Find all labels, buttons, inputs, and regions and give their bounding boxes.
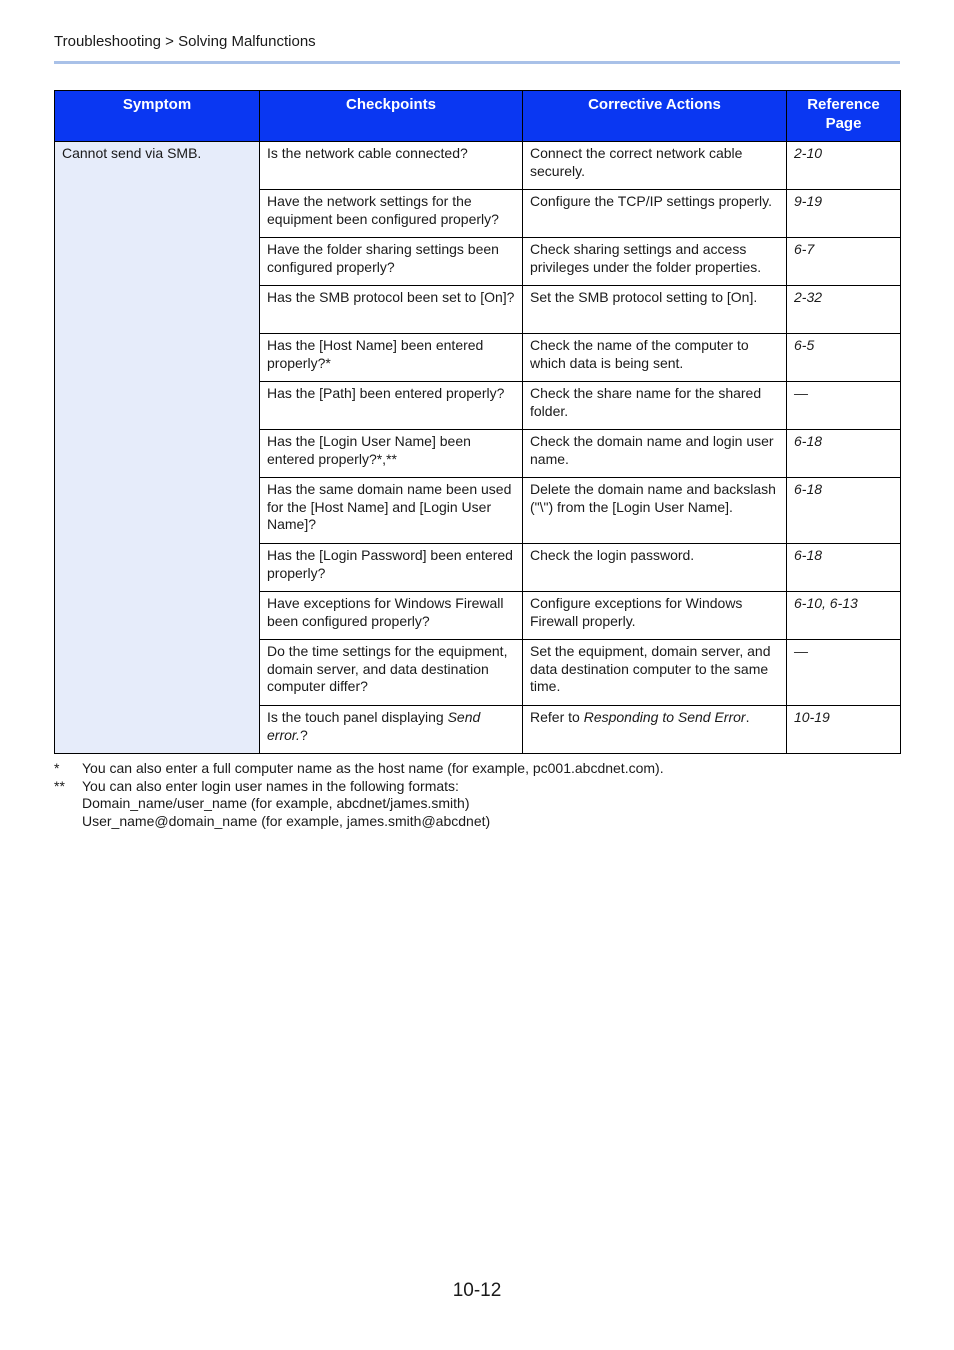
action-cell: Check the login password. [523,544,787,592]
footnote-format-2: User_name@domain_name (for example, james.smith@abcdnet) [82,812,491,829]
action-cell: Check the share name for the shared folder. [523,382,787,430]
action-cell: Set the SMB protocol setting to [On]. [523,286,787,334]
header-checkpoints: Checkpoints [260,91,523,142]
action-cell: Check sharing settings and access privileges under the folder properties. [523,238,787,286]
footnote-text: You can also enter login user names in the following formats: [82,777,459,794]
reference-cell: 9-19 [787,190,901,238]
checkpoint-cell: Has the [Login User Name] been entered properly?*,** [260,430,523,478]
reference-cell: 10-19 [787,706,901,754]
responding-to-send-error-link[interactable]: Responding to Send Error [583,709,746,725]
table-header-row [55,91,901,142]
checkpoint-cell: Do the time settings for the equipment, domain server, and data destination computer differ? [260,640,523,706]
malfunction-table [54,90,901,754]
checkpoint-cell: Has the [Path] been entered properly? [260,382,523,430]
action-cell: Check the name of the computer to which data is being sent. [523,334,787,382]
reference-cell: 2-32 [787,286,901,334]
checkpoint-cell: Has the SMB protocol been set to [On]? [260,286,523,334]
checkpoint-cell: Have the network settings for the equipment been configured properly? [260,190,523,238]
table-row [55,142,901,190]
action-cell: Check the domain name and login user name. [523,430,787,478]
reference-cell: 6-5 [787,334,901,382]
action-cell: Configure exceptions for Windows Firewall properly. [523,592,787,640]
footnote-mark: * [54,760,60,776]
checkpoint-cell: Is the touch panel displaying Send error.? [260,706,523,754]
symptom-cell: Cannot send via SMB. [55,142,260,754]
action-cell: Refer to Responding to Send Error. [523,706,787,754]
reference-cell: 2-10 [787,142,901,190]
reference-cell: 6-10, 6-13 [787,592,901,640]
page-number: 10-12 [452,1280,502,1301]
footnote-1 [54,760,904,778]
checkpoint-cell: Has the [Host Name] been entered properly?* [260,334,523,382]
reference-cell: 6-18 [787,430,901,478]
reference-cell: 6-18 [787,544,901,592]
checkpoint-cell: Have exceptions for Windows Firewall been configured properly? [260,592,523,640]
checkpoint-cell: Is the network cable connected? [260,142,523,190]
footnote-text: You can also enter a full computer name as the host name (for example, pc001.abcdnet.com). [82,760,664,776]
footnote-mark: ** [54,777,65,794]
header-divider [54,61,900,64]
footnote-2 [54,778,904,796]
header-symptom: Symptom [55,91,260,142]
breadcrumb: Troubleshooting > Solving Malfunctions [54,33,316,50]
action-cell: Set the equipment, domain server, and data destination computer to the same time. [523,640,787,706]
footnotes [54,760,904,830]
send-error-label: Send error. [267,709,481,743]
header-reference-page: Reference Page [787,91,901,142]
checkpoint-cell: Have the folder sharing settings been configured properly? [260,238,523,286]
action-cell: Connect the correct network cable securely. [523,142,787,190]
reference-cell: — [787,640,901,706]
reference-cell: 6-7 [787,238,901,286]
action-cell: Delete the domain name and backslash ("\") from the [Login User Name]. [523,478,787,544]
checkpoint-cell: Has the same domain name been used for the [Host Name] and [Login User Name]? [260,478,523,544]
header-corrective-actions: Corrective Actions [523,91,787,142]
reference-cell: 6-18 [787,478,901,544]
footnote-format-1: Domain_name/user_name (for example, abcdnet/james.smith) [82,795,470,811]
action-cell: Configure the TCP/IP settings properly. [523,190,787,238]
checkpoint-cell: Has the [Login Password] been entered properly? [260,544,523,592]
reference-cell: — [787,382,901,430]
